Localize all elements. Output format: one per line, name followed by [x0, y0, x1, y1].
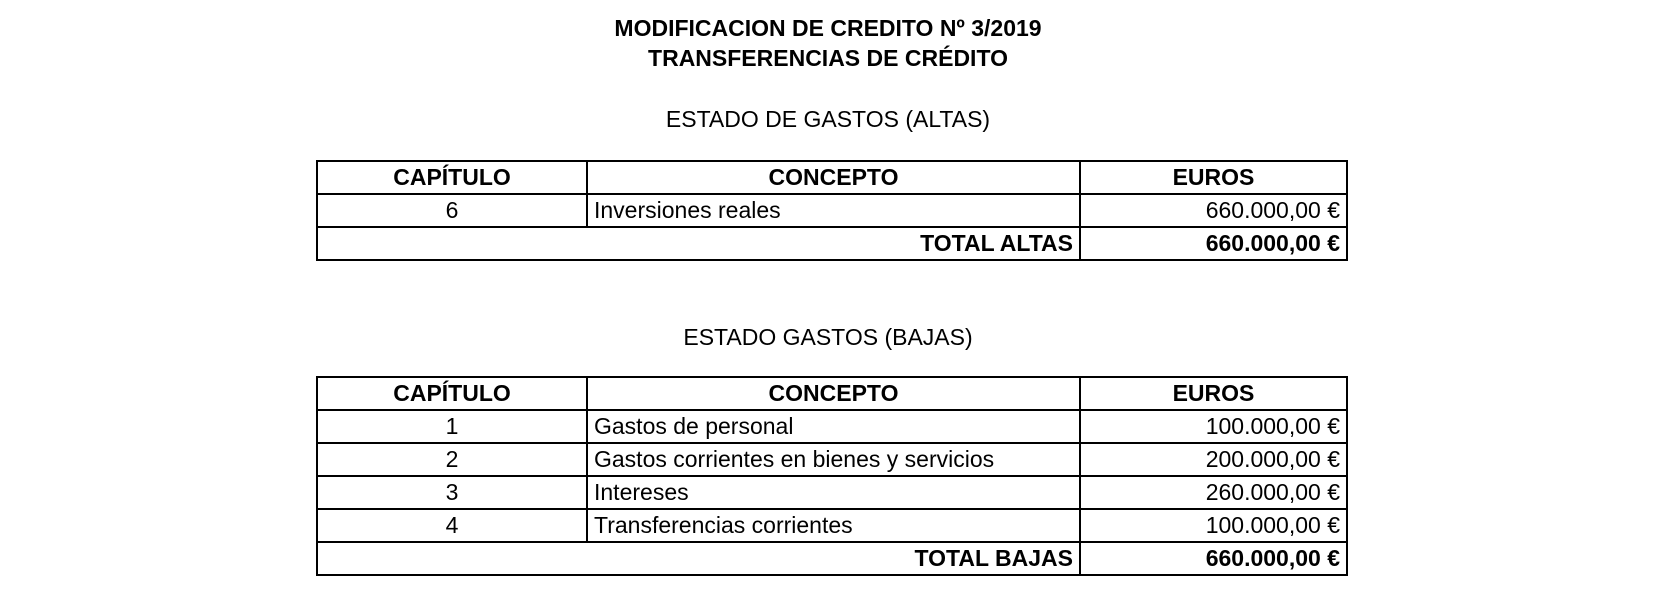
column-header-concepto: CONCEPTO	[587, 377, 1080, 410]
cell-capitulo: 3	[317, 476, 587, 509]
total-altas-value: 660.000,00 €	[1080, 227, 1347, 260]
total-altas-label: TOTAL ALTAS	[317, 227, 1080, 260]
total-row	[317, 227, 1347, 260]
cell-euros: 200.000,00 €	[1080, 443, 1347, 476]
cell-concepto: Transferencias corrientes	[587, 509, 1080, 542]
column-header-concepto: CONCEPTO	[587, 161, 1080, 194]
cell-concepto: Intereses	[587, 476, 1080, 509]
table-row	[317, 410, 1347, 443]
column-header-euros: EUROS	[1080, 377, 1347, 410]
cell-capitulo: 4	[317, 509, 587, 542]
bajas-table	[316, 376, 1348, 576]
cell-euros: 260.000,00 €	[1080, 476, 1347, 509]
table-row	[317, 443, 1347, 476]
document-title: MODIFICACION DE CREDITO Nº 3/2019	[614, 15, 1042, 41]
table-row	[317, 509, 1347, 542]
total-bajas-label: TOTAL BAJAS	[317, 542, 1080, 575]
cell-concepto: Inversiones reales	[587, 194, 1080, 227]
total-row	[317, 542, 1347, 575]
cell-capitulo: 6	[317, 194, 587, 227]
document-subtitle: TRANSFERENCIAS DE CRÉDITO	[648, 45, 1008, 71]
column-header-capitulo: CAPÍTULO	[317, 161, 587, 194]
cell-capitulo: 1	[317, 410, 587, 443]
total-bajas-value: 660.000,00 €	[1080, 542, 1347, 575]
altas-heading: ESTADO DE GASTOS (ALTAS)	[665, 106, 991, 132]
cell-concepto: Gastos de personal	[587, 410, 1080, 443]
column-header-capitulo: CAPÍTULO	[317, 377, 587, 410]
bajas-heading: ESTADO GASTOS (BAJAS)	[683, 324, 973, 350]
table-header-row	[317, 377, 1347, 410]
cell-capitulo: 2	[317, 443, 587, 476]
table-row	[317, 476, 1347, 509]
cell-euros: 660.000,00 €	[1080, 194, 1347, 227]
table-row	[317, 194, 1347, 227]
column-header-euros: EUROS	[1080, 161, 1347, 194]
cell-concepto: Gastos corrientes en bienes y servicios	[587, 443, 1080, 476]
cell-euros: 100.000,00 €	[1080, 509, 1347, 542]
altas-table	[316, 160, 1348, 261]
table-header-row	[317, 161, 1347, 194]
cell-euros: 100.000,00 €	[1080, 410, 1347, 443]
